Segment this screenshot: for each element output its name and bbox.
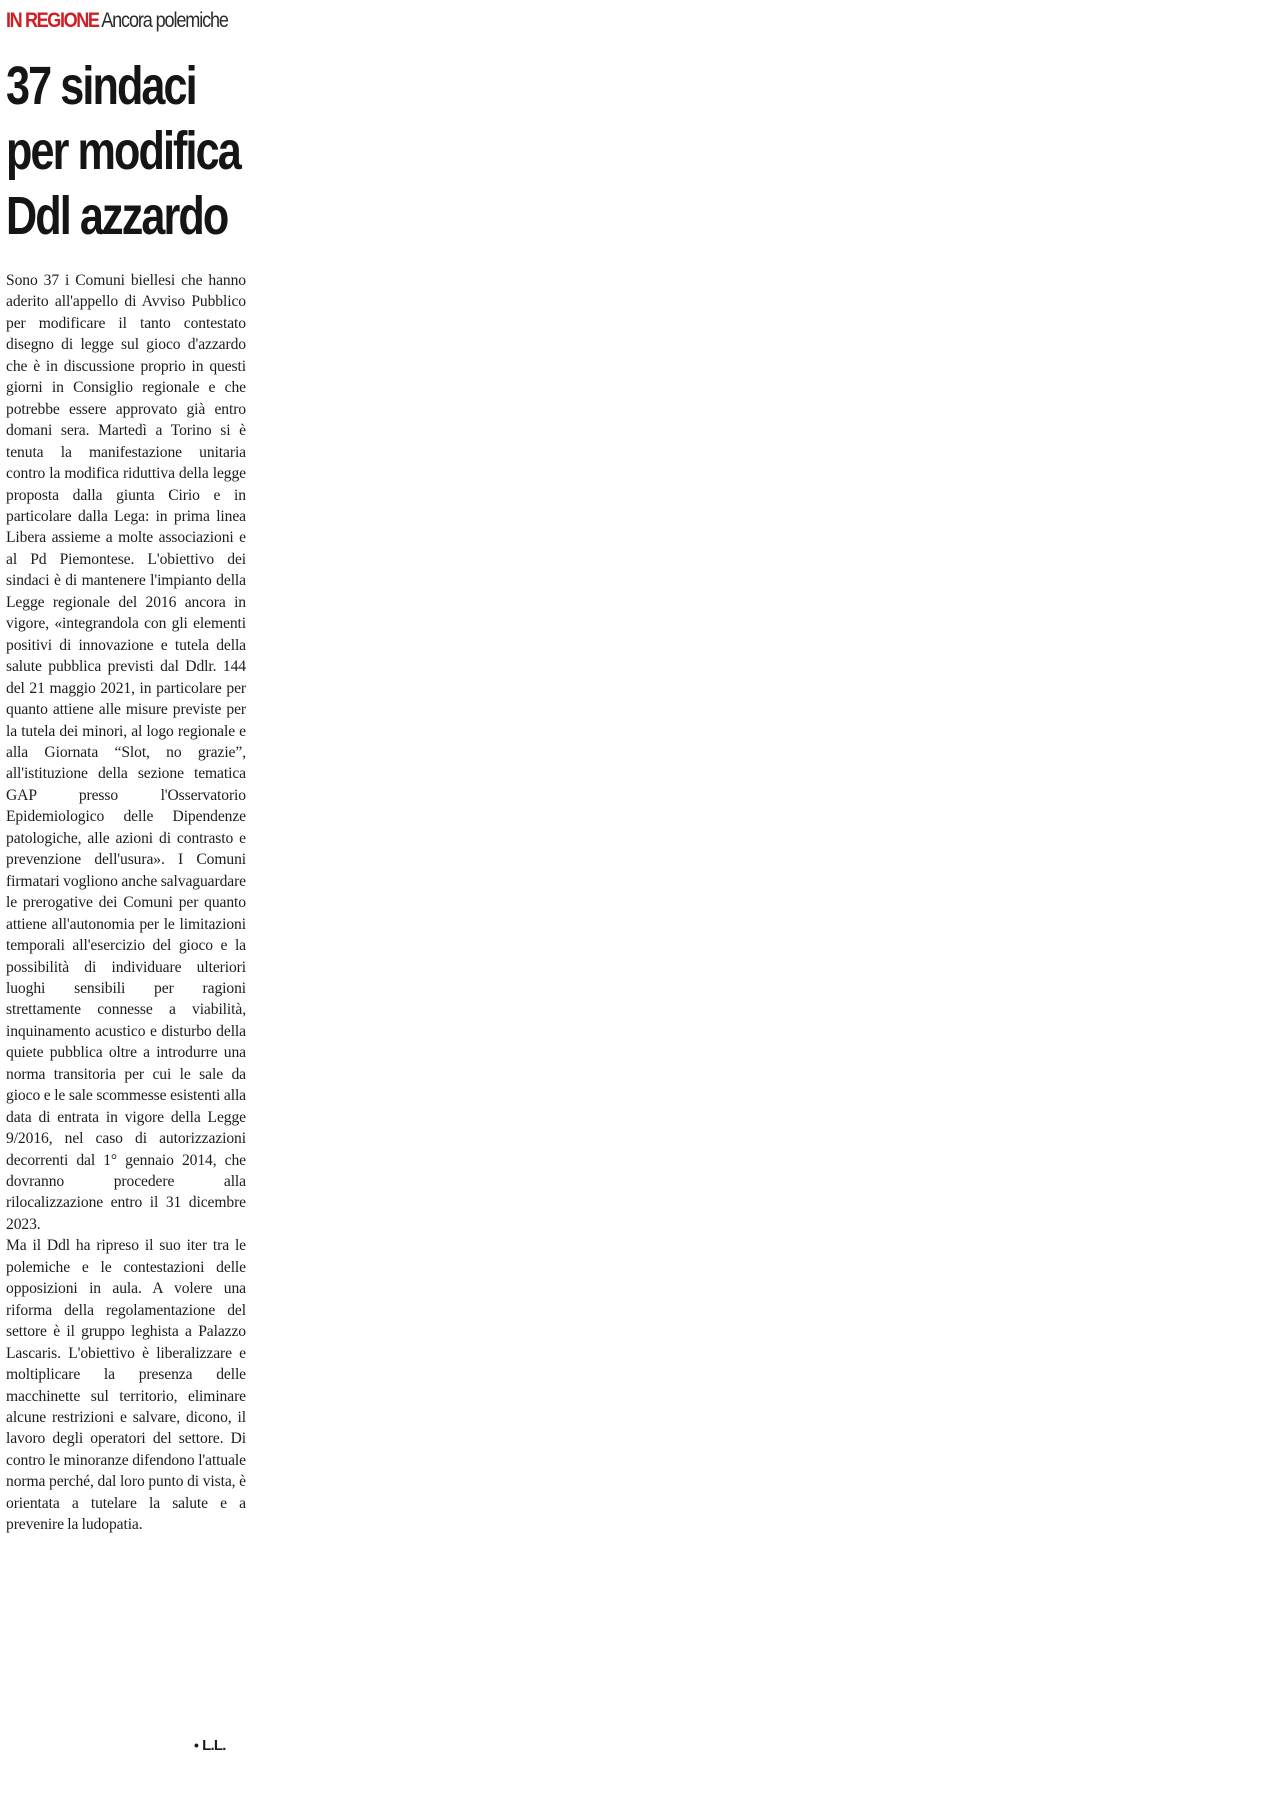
article-paragraph: Sono 37 i Comuni biellesi che hanno aderito all'appello di Avviso Pubblico per modificare il tanto contestato disegno di legge sul gioco d'azzardo che è in discussione proprio in questi giorni in Consiglio regionale e che potrebbe essere approvato già entro domani sera. Martedì a Torino si è tenuta la manifestazione unitaria contro la modifica riduttiva della legge proposta dalla giunta Cirio e in particolare dalla Lega: in prima linea Libera assieme a molte associazioni e al Pd Piemontese. L'obiettivo dei sindaci è di mantenere l'impianto della Legge regionale del 2016 ancora in vigore, «integrandola con gli elementi positivi di innovazione e tutela della salute pubblica previsti dal Ddlr. 144 del 21 maggio 2021, in particolare per quanto attiene alle misure previste per la tutela dei minori, al logo regionale e alla Giornata “Slot, no grazie”, all'istituzione della sezione tematica GAP presso l'Osservatorio Epidemiologico delle Dipendenze patologiche, alle azioni di contrasto e prevenzione dell'usura». I Comuni firmatari vogliono anche salvaguardare le prerogative dei Comuni per quanto attiene all'autonomia per le limitazioni temporali all'esercizio del gioco e la possibilità di individuare ulteriori luoghi sensibili per ragioni strettamente connesse a viabilità, inquinamento acustico e disturbo della quiete pubblica oltre a introdurre una norma transitoria per cui le sale da gioco e le sale scommesse esistenti alla data di entrata in vigore della Legge 9/2016, nel caso di autorizzazioni decorrenti dal 1° gennaio 2014, che dovranno procedere alla rilocalizzazione entro il 31 dicembre 2023. [6, 272, 246, 1233]
author-initials: L.L. [202, 1737, 226, 1754]
headline-line: Ddl azzardo [6, 186, 228, 246]
kicker [6, 8, 228, 34]
headline-line: 37 sindaci [6, 56, 196, 116]
news-clipping [6, 8, 246, 1754]
signature-bullet: • [194, 1737, 199, 1753]
article-paragraph: Ma il Ddl ha ripreso il suo iter tra le polemiche e le contestazioni delle opposizioni in aula. A volere una riforma della regolamentazione del settore è il gruppo leghista a Palazzo Lascaris. L'obiettivo è liberalizzare e moltiplicare la presenza delle macchinette sul territorio, eliminare alcune restrizioni e salvare, dicono, il lavoro degli operatori del settore. Di contro le minoranze difendono l'attuale norma perché, dal loro punto di vista, è orientata a tutelare la salute e a prevenire la ludopatia. [6, 1237, 246, 1534]
section-tag: IN REGIONE [6, 9, 99, 32]
article-body [6, 270, 246, 1536]
topic-label: Ancora polemiche [101, 9, 228, 32]
headline [6, 54, 246, 249]
author-signature [194, 1737, 226, 1754]
headline-line: per modifica [6, 121, 240, 181]
